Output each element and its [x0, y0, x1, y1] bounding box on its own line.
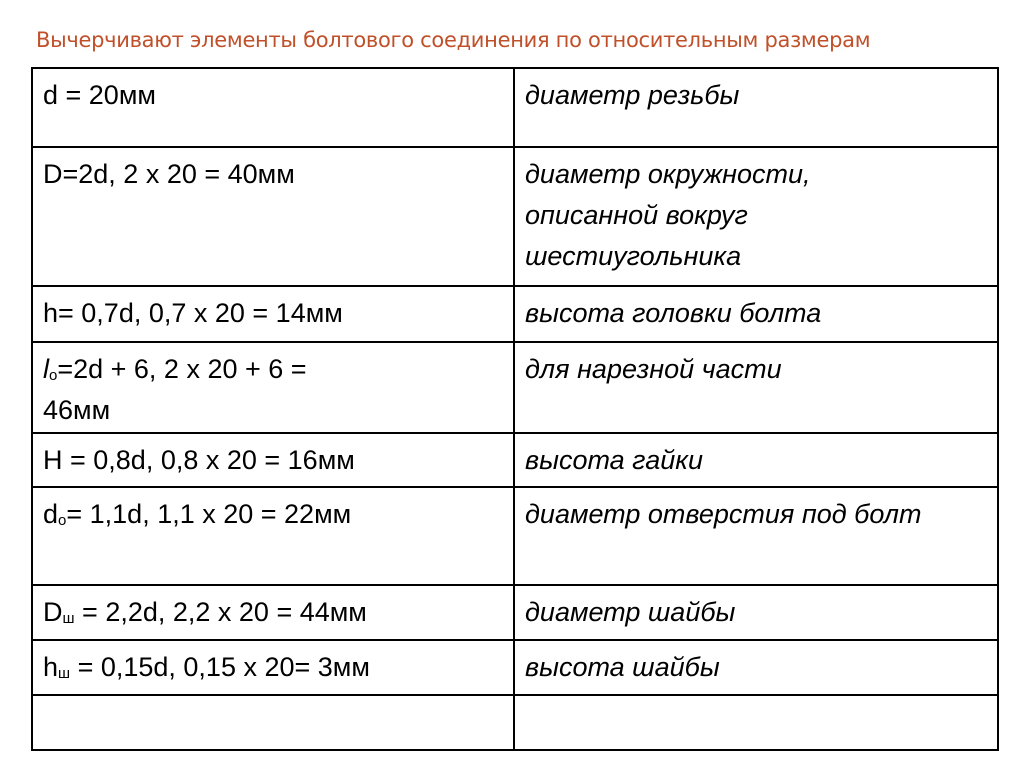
- formula-cell: [32, 286, 514, 342]
- formula-cell: [32, 487, 514, 585]
- formula-cell: [32, 585, 514, 640]
- parameters-table: [31, 67, 999, 751]
- table-row: [32, 342, 998, 433]
- formula-text: =2d + 6, 2 х 20 + 6 =: [57, 354, 307, 384]
- description-line: диаметр окружности,: [525, 159, 811, 189]
- formula-text: D=2d, 2 х 20 = 40мм: [43, 159, 295, 189]
- formula-variable: D: [43, 597, 63, 627]
- formula-text: d = 20мм: [43, 80, 156, 110]
- description-text: высота гайки: [525, 445, 703, 475]
- formula-cell: [32, 695, 514, 750]
- table-row: [32, 68, 998, 147]
- description-cell: [514, 68, 998, 147]
- formula-text: = 0,15d, 0,15 х 20= 3мм: [70, 652, 370, 682]
- table-row: [32, 640, 998, 695]
- description-line: описанной вокруг: [525, 200, 748, 230]
- table-row: [32, 286, 998, 342]
- formula-subscript: ш: [62, 610, 75, 627]
- formula-cell: [32, 433, 514, 487]
- description-line: шестиугольника: [525, 241, 742, 271]
- formula-cell: [32, 68, 514, 147]
- formula-cell: [32, 147, 514, 286]
- description-text: высота шайбы: [525, 652, 720, 682]
- formula-text: = 2,2d, 2,2 х 20 = 44мм: [74, 597, 367, 627]
- formula-subscript: ш: [58, 665, 71, 682]
- formula-text: h= 0,7d, 0,7 х 20 = 14мм: [43, 298, 343, 328]
- description-text: для нарезной части: [525, 354, 782, 384]
- formula-text: = 1,1d, 1,1 х 20 = 22мм: [66, 499, 352, 529]
- formula-line: [43, 349, 503, 390]
- formula-variable: l: [43, 354, 49, 384]
- formula-subscript: o: [58, 512, 67, 529]
- description-text: диаметр резьбы: [525, 80, 740, 110]
- formula-cell: [32, 342, 514, 433]
- formula-cell: [32, 640, 514, 695]
- formula-line: 46мм: [43, 395, 111, 425]
- description-text: высота головки болта: [525, 298, 822, 328]
- formula-variable: h: [43, 652, 59, 682]
- table-row: [32, 433, 998, 487]
- formula-subscript: o: [49, 367, 58, 384]
- description-text: диаметр шайбы: [525, 597, 736, 627]
- description-cell: [514, 487, 998, 585]
- formula-text: H = 0,8d, 0,8 х 20 = 16мм: [43, 445, 355, 475]
- description-cell: [514, 286, 998, 342]
- description-text: диаметр отверстия под болт: [525, 499, 922, 529]
- table-row: [32, 695, 998, 750]
- table-row: [32, 147, 998, 286]
- description-cell: [514, 342, 998, 433]
- description-cell: [514, 147, 998, 286]
- table-row: [32, 585, 998, 640]
- page-title: Вычерчивают элементы болтового соединения по относительным размерам: [36, 28, 871, 52]
- table-row: [32, 487, 998, 585]
- formula-variable: d: [43, 499, 59, 529]
- description-cell: [514, 433, 998, 487]
- description-cell: [514, 695, 998, 750]
- description-cell: [514, 640, 998, 695]
- description-cell: [514, 585, 998, 640]
